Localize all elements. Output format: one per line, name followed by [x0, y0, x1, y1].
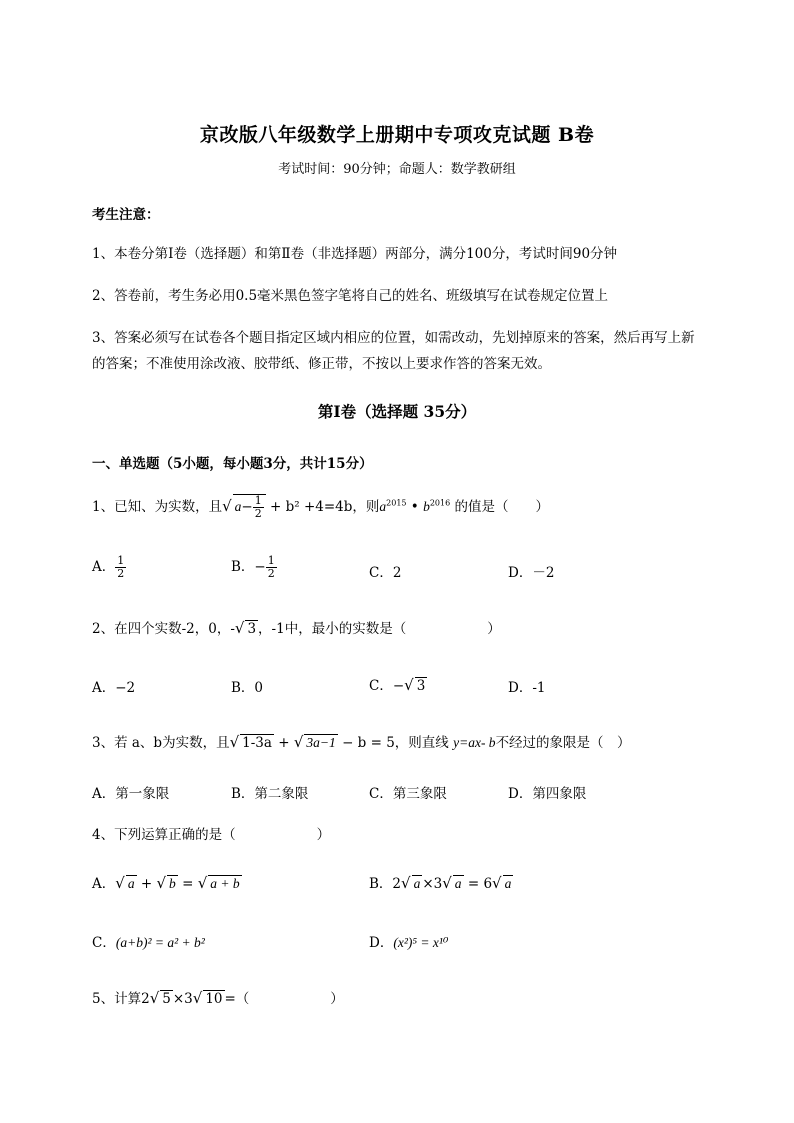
notice-item-3-line-2: 的答案；不准使用涂改液、胶带纸、修正带，不按以上要求作答的答案无效。	[92, 356, 551, 372]
q4-option-d[interactable]: D．(x²)⁵ = x¹⁰	[369, 935, 449, 951]
notice-item-3-line-1: 3、答案必须写在试卷各个题目指定区域内相应的位置，如需改动，先划掉原来的答案，然后再写上新	[92, 330, 695, 346]
q4-option-c[interactable]: C．(a+b)² = a² + b²	[92, 935, 205, 951]
sqrt-icon: √	[229, 733, 240, 751]
question-3: 3、若 a、b为实数，且√ 1-3a + √ 3a−1 − b = 5，则直线 y=ax- b不经过的象限是（ ）	[92, 733, 631, 751]
part-heading: 一、单选题（5小题，每小题3分，共计15分）	[92, 456, 373, 472]
q1-rest: + b² +4=4b，则	[265, 499, 380, 515]
sqrt-icon: √	[115, 874, 125, 892]
q1-option-d[interactable]: D．－2	[508, 565, 555, 581]
q1-fraction: $\frac{1}{2}$	[254, 494, 262, 520]
q2-option-b[interactable]: B．0	[231, 680, 264, 696]
q2-option-a[interactable]: A．−2	[92, 680, 136, 696]
page-title: 京改版八年级数学上册期中专项攻克试题 B卷	[199, 124, 595, 146]
sqrt-icon: √	[293, 733, 304, 751]
sqrt-icon: √	[442, 874, 452, 892]
q1-option-c[interactable]: C．2	[369, 565, 402, 581]
question-1: 1、已知、为实数，且√ a− $\frac{1}{2}$ + b² +4=4b，则$a^{2015}$ • $b^{2016}$ 的值是（ ）	[92, 494, 549, 520]
question-2: 2、在四个实数-2，0，-√ 3 ，-1中，最小的实数是（ ）	[92, 619, 501, 637]
notice-item-1: 1、本卷分第I卷（选择题）和第Ⅱ卷（非选择题）两部分，满分100分，考试时间90分钟	[92, 246, 618, 262]
question-5: 5、计算2√ 5 ×3√ 10 =（ ）	[92, 989, 344, 1007]
q2-option-d[interactable]: D．-1	[508, 680, 546, 696]
sqrt-icon: √	[492, 874, 502, 892]
q4-option-b[interactable]: B．2√ a ×3√ a = 6√ a	[369, 874, 512, 892]
section-title: 第I卷（选择题 35分）	[317, 402, 477, 421]
q3-option-b[interactable]: B．第二象限	[231, 786, 309, 802]
q2-option-c[interactable]: C．−√ 3	[369, 676, 426, 694]
sqrt-icon: √	[234, 619, 245, 637]
q1-prefix: 1、已知、为实数，且	[92, 499, 223, 515]
question-4: 4、下列运算正确的是（ ）	[92, 827, 331, 843]
sqrt-icon: √	[404, 676, 414, 694]
sqrt-icon: √	[401, 874, 411, 892]
q3-option-d[interactable]: D．第四象限	[508, 786, 587, 802]
q3-option-c[interactable]: C．第三象限	[369, 786, 447, 802]
notice-item-2: 2、答卷前，考生务必用0.5毫米黑色签字笔将自己的姓名、班级填写在试卷规定位置上	[92, 288, 609, 304]
sqrt-icon: √	[197, 874, 208, 892]
sqrt-icon: √	[149, 989, 160, 1007]
q4-option-a[interactable]: A．√ a + √ b = √ a + b	[92, 874, 240, 892]
sqrt-icon: √	[192, 989, 203, 1007]
sqrt-icon: √	[156, 874, 167, 892]
q1-option-b[interactable]: B．− $\frac{1}{2}$	[231, 554, 275, 580]
sqrt-icon: √	[222, 497, 232, 515]
page-subtitle: 考试时间：90分钟；命题人：数学教研组	[278, 162, 516, 177]
q1-option-a[interactable]: A． $\frac{1}{2}$	[92, 554, 125, 580]
q1-suffix: 的值是（ ）	[450, 499, 549, 515]
q1-radicand: a− $\frac{1}{2}$	[233, 494, 266, 520]
notice-heading: 考生注意：	[92, 207, 160, 223]
q3-option-a[interactable]: A．第一象限	[92, 786, 170, 802]
